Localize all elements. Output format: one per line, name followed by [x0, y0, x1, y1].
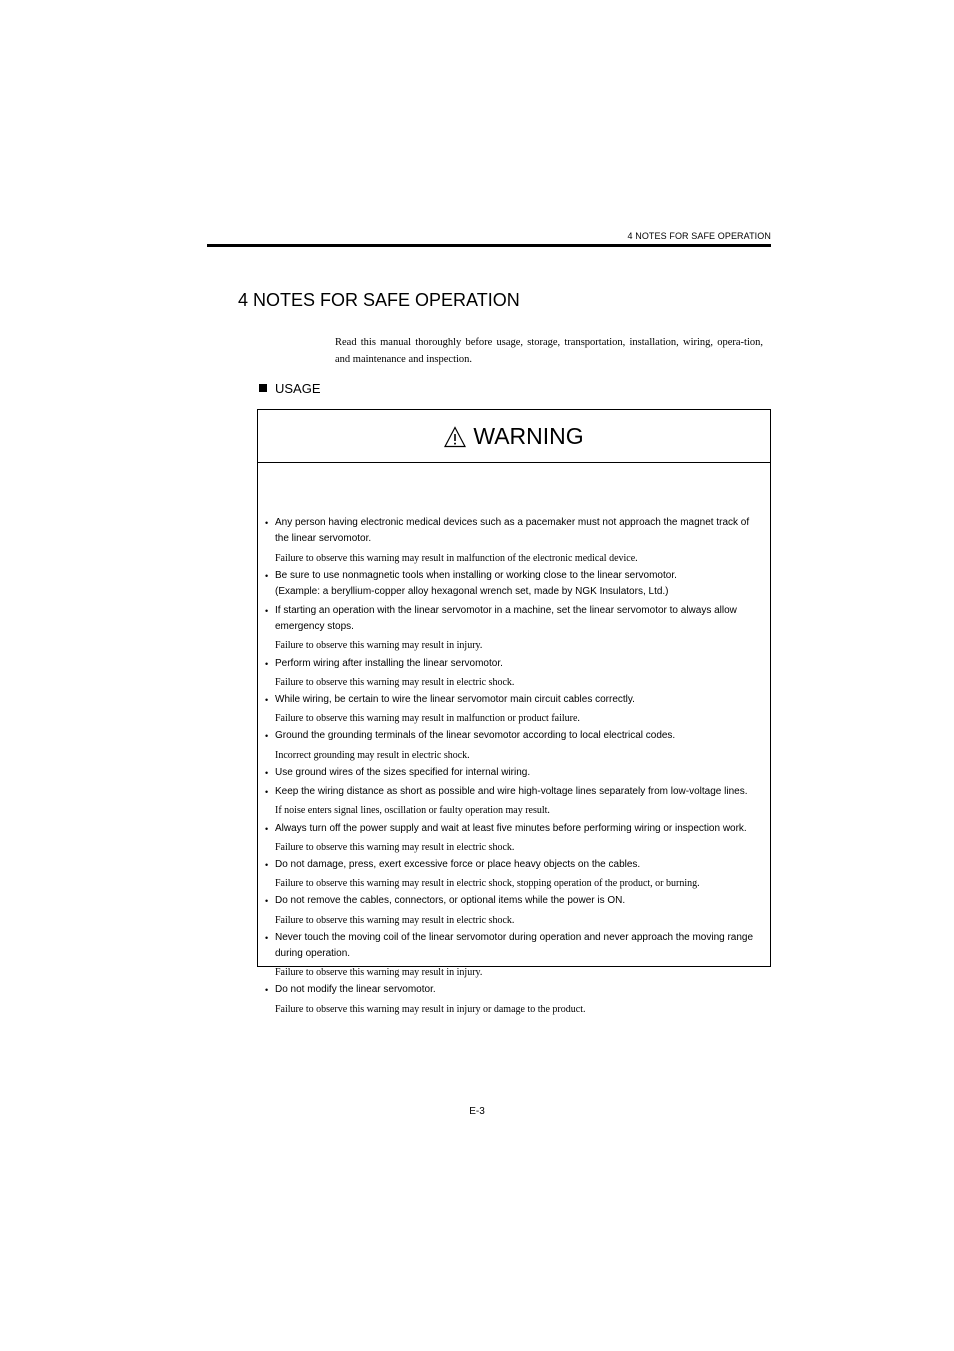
bullet-icon: • — [265, 571, 269, 581]
warning-note: Failure to observe this warning may result in injury or damage to the product. — [275, 1004, 586, 1015]
warning-item: • Be sure to use nonmagnetic tools when installing or working close to the linear servomotor. — [265, 568, 765, 584]
bullet-icon: • — [265, 659, 269, 669]
warning-title: WARNING — [473, 422, 584, 449]
bullet-icon: • — [265, 606, 269, 616]
section-title: 4 NOTES FOR SAFE OPERATION — [238, 290, 520, 310]
warning-note: If noise enters signal lines, oscillation or faulty operation may result. — [275, 805, 550, 816]
warning-item: • If starting an operation with the linear servomotor in a machine, set the linear servomotor to always allow emergency stops. — [265, 605, 737, 632]
page-number: E-3 — [469, 1106, 485, 1117]
warning-note: Failure to observe this warning may result in electric shock. — [275, 915, 515, 926]
warning-item: • Ground the grounding terminals of the linear sevomotor according to local electrical codes. — [265, 728, 765, 744]
warning-item: • Do not modify the linear servomotor. — [265, 982, 765, 998]
subsection-label: USAGE — [275, 381, 321, 396]
warning-note: Failure to observe this warning may result in injury. — [275, 640, 483, 651]
warning-item: • Use ground wires of the sizes specified for internal wiring. — [265, 765, 765, 781]
warning-note: Failure to observe this warning may result in malfunction of the electronic medical device. — [275, 553, 638, 564]
subsection-heading — [259, 381, 321, 396]
warning-item: • Perform wiring after installing the linear servomotor. — [265, 656, 765, 672]
warning-item: • Keep the wiring distance as short as possible and wire high-voltage lines separately from low-voltage lines. — [265, 784, 765, 800]
warning-triangle-icon — [444, 426, 466, 448]
warning-item: • Do not remove the cables, connectors, or optional items while the power is ON. — [265, 893, 765, 909]
bullet-icon: • — [265, 787, 269, 797]
warning-item: • Do not damage, press, exert excessive force or place heavy objects on the cables. — [265, 857, 765, 873]
bullet-icon: • — [265, 860, 269, 870]
warning-item: • Never touch the moving coil of the linear servomotor during operation and never approach the moving range during operation. — [265, 932, 754, 959]
warning-note: Failure to observe this warning may result in electric shock. — [275, 677, 515, 688]
warning-header — [258, 410, 770, 463]
warning-item: • While wiring, be certain to wire the linear servomotor main circuit cables correctly. — [265, 692, 765, 708]
bullet-icon: • — [265, 518, 269, 528]
warning-note: Failure to observe this warning may result in electric shock. — [275, 842, 515, 853]
bullet-icon: • — [265, 731, 269, 741]
warning-box — [257, 409, 771, 1015]
warning-note: Failure to observe this warning may result in malfunction or product failure. — [275, 713, 580, 724]
warning-item-continuation: (Example: a beryllium-copper alloy hexagonal wrench set, made by NGK Insulators, Ltd.) — [275, 586, 669, 597]
warning-note: Incorrect grounding may result in electric shock. — [275, 750, 470, 761]
bullet-icon: • — [265, 933, 269, 943]
warning-item: • Always turn off the power supply and wait at least five minutes before performing wiring or inspection work. — [265, 821, 765, 837]
bullet-icon: • — [265, 768, 269, 778]
header-rule — [207, 244, 771, 247]
square-bullet-icon — [259, 384, 267, 392]
bullet-icon: • — [265, 695, 269, 705]
warning-note: Failure to observe this warning may result in injury. — [275, 967, 483, 978]
bullet-icon: • — [265, 985, 269, 995]
warning-note: Failure to observe this warning may result in electric shock, stopping operation of the product, or burning. — [275, 878, 700, 889]
warning-item: • Any person having electronic medical devices such as a pacemaker must not approach the magnet track of the linear servomotor. — [265, 517, 750, 544]
intro-paragraph: Read this manual thoroughly before usage, storage, transportation, installation, wiring, opera-tion, and maintenance and inspection. — [335, 337, 763, 365]
bullet-icon: • — [265, 824, 269, 834]
running-head: 4 NOTES FOR SAFE OPERATION — [627, 231, 771, 241]
bullet-icon: • — [265, 896, 269, 906]
